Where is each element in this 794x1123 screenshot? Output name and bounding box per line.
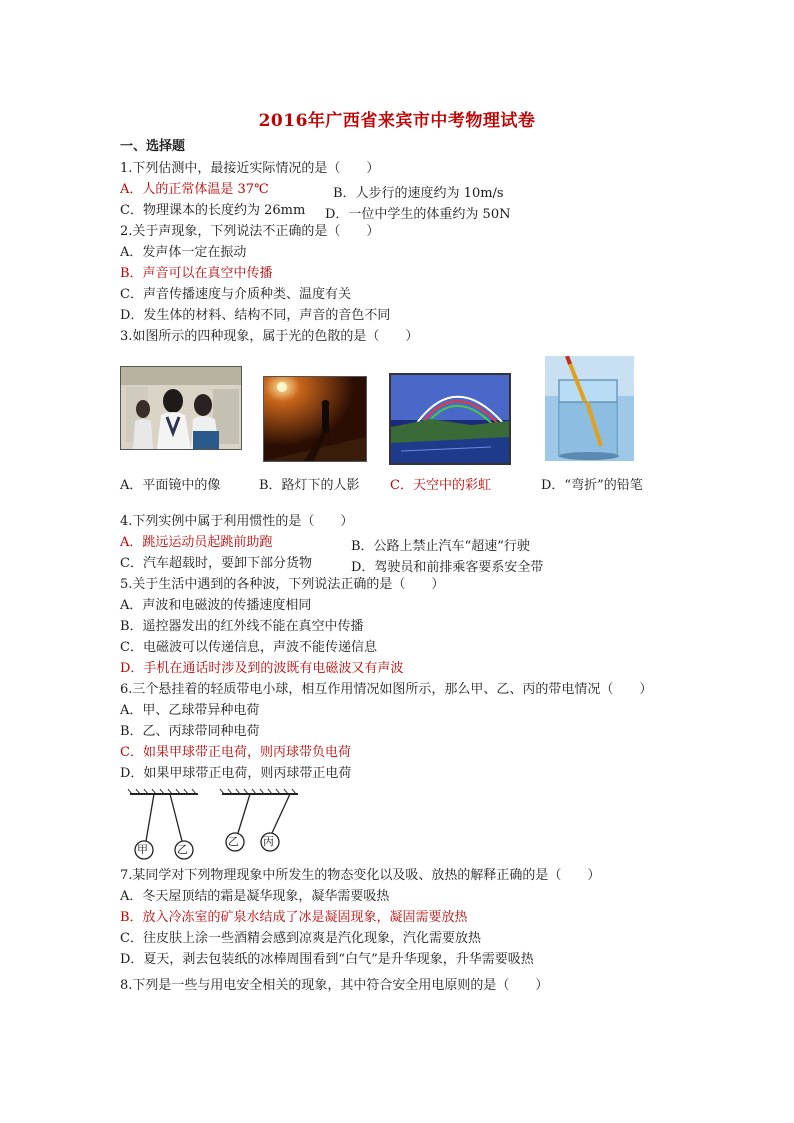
q6-stem: 6.三个悬挂着的轻质带电小球，相互作用情况如图所示，那么甲、乙、丙的带电情况（ ） <box>120 682 653 697</box>
q1-option-b: B．人步行的速度约为 10m/s <box>333 186 504 201</box>
page-title: 2016年广西省来宾市中考物理试卷 <box>258 111 536 131</box>
q5-option-b: B．遥控器发出的红外线不能在真空中传播 <box>120 619 364 634</box>
street-lamp-photo <box>263 376 367 462</box>
q1-option-a: A．人的正常体温是 37℃ <box>120 182 269 197</box>
q5-option-d: D．手机在通话时涉及到的波既有电磁波又有声波 <box>120 661 404 676</box>
q6-option-d: D．如果甲球带正电荷，则丙球带正电荷 <box>120 766 352 781</box>
q7-option-b: B．放入冷冻室的矿泉水结成了冰是凝固现象，凝固需要放热 <box>120 910 468 925</box>
q7-option-a: A．冬天屋顶结的霜是凝华现象，凝华需要吸热 <box>120 889 390 904</box>
q2-option-a: A．发声体一定在振动 <box>120 245 247 260</box>
q3-option-a: A．平面镜中的像 <box>120 478 221 493</box>
ball-label-yi: 乙 <box>177 843 188 856</box>
ball-label-yi-2: 乙 <box>228 835 239 848</box>
q4-stem: 4.下列实例中属于利用惯性的是（ ） <box>120 514 354 529</box>
ball-label-bing: 丙 <box>263 835 274 848</box>
q1-option-c: C．物理课本的长度约为 26mm <box>120 203 306 218</box>
ball-label-jia: 甲 <box>137 843 148 856</box>
q3-stem: 3.如图所示的四种现象，属于光的色散的是（ ） <box>120 329 419 344</box>
q4-option-d: D．驾驶员和前排乘客要系安全带 <box>351 560 544 575</box>
q7-stem: 7.某同学对下列物理现象中所发生的物态变化以及吸、放热的解释正确的是（ ） <box>120 868 601 883</box>
rainbow-photo <box>389 373 511 465</box>
q5-option-a: A．声波和电磁波的传播速度相同 <box>120 598 312 613</box>
q5-option-c: C．电磁波可以传递信息，声波不能传递信息 <box>120 640 377 655</box>
q3-option-c: C．天空中的彩虹 <box>390 478 491 493</box>
q2-stem: 2.关于声现象，下列说法不正确的是（ ） <box>120 224 380 239</box>
q5-stem: 5.关于生活中遇到的各种波，下列说法正确的是（ ） <box>120 577 445 592</box>
q2-option-c: C．声音传播速度与介质种类、温度有关 <box>120 287 351 302</box>
q3-option-d: D．“弯折”的铅笔 <box>541 478 643 493</box>
charged-balls-figure <box>122 788 312 864</box>
q4-option-a: A．跳远运动员起跳前助跑 <box>120 535 273 550</box>
q3-option-b: B．路灯下的人影 <box>259 478 360 493</box>
q2-option-d: D．发生体的材料、结构不同，声音的音色不同 <box>120 308 391 323</box>
section-heading: 一、选择题 <box>120 139 186 154</box>
q8-stem: 8.下列是一些与用电安全相关的现象，其中符合安全用电原则的是（ ） <box>120 978 549 993</box>
q4-option-c: C．汽车超载时，要卸下部分货物 <box>120 556 312 571</box>
q7-option-c: C．往皮肤上涂一些酒精会感到凉爽是汽化现象，汽化需要放热 <box>120 931 481 946</box>
q4-option-b: B．公路上禁止汽车“超速”行驶 <box>351 539 530 554</box>
q7-option-d: D．夏天，剥去包装纸的冰棒周围看到“白气”是升华现象，升华需要吸热 <box>120 952 534 967</box>
mirror-image-photo <box>120 366 242 450</box>
q6-option-b: B．乙、丙球带同种电荷 <box>120 724 260 739</box>
q2-option-b: B．声音可以在真空中传播 <box>120 266 273 281</box>
bent-pencil-photo <box>545 356 634 461</box>
q1-option-d: D．一位中学生的体重约为 50N <box>325 207 511 222</box>
q6-option-c: C．如果甲球带正电荷，则丙球带负电荷 <box>120 745 351 760</box>
q6-option-a: A．甲、乙球带异种电荷 <box>120 703 260 718</box>
q1-stem: 1.下列估测中，最接近实际情况的是（ ） <box>120 161 380 176</box>
